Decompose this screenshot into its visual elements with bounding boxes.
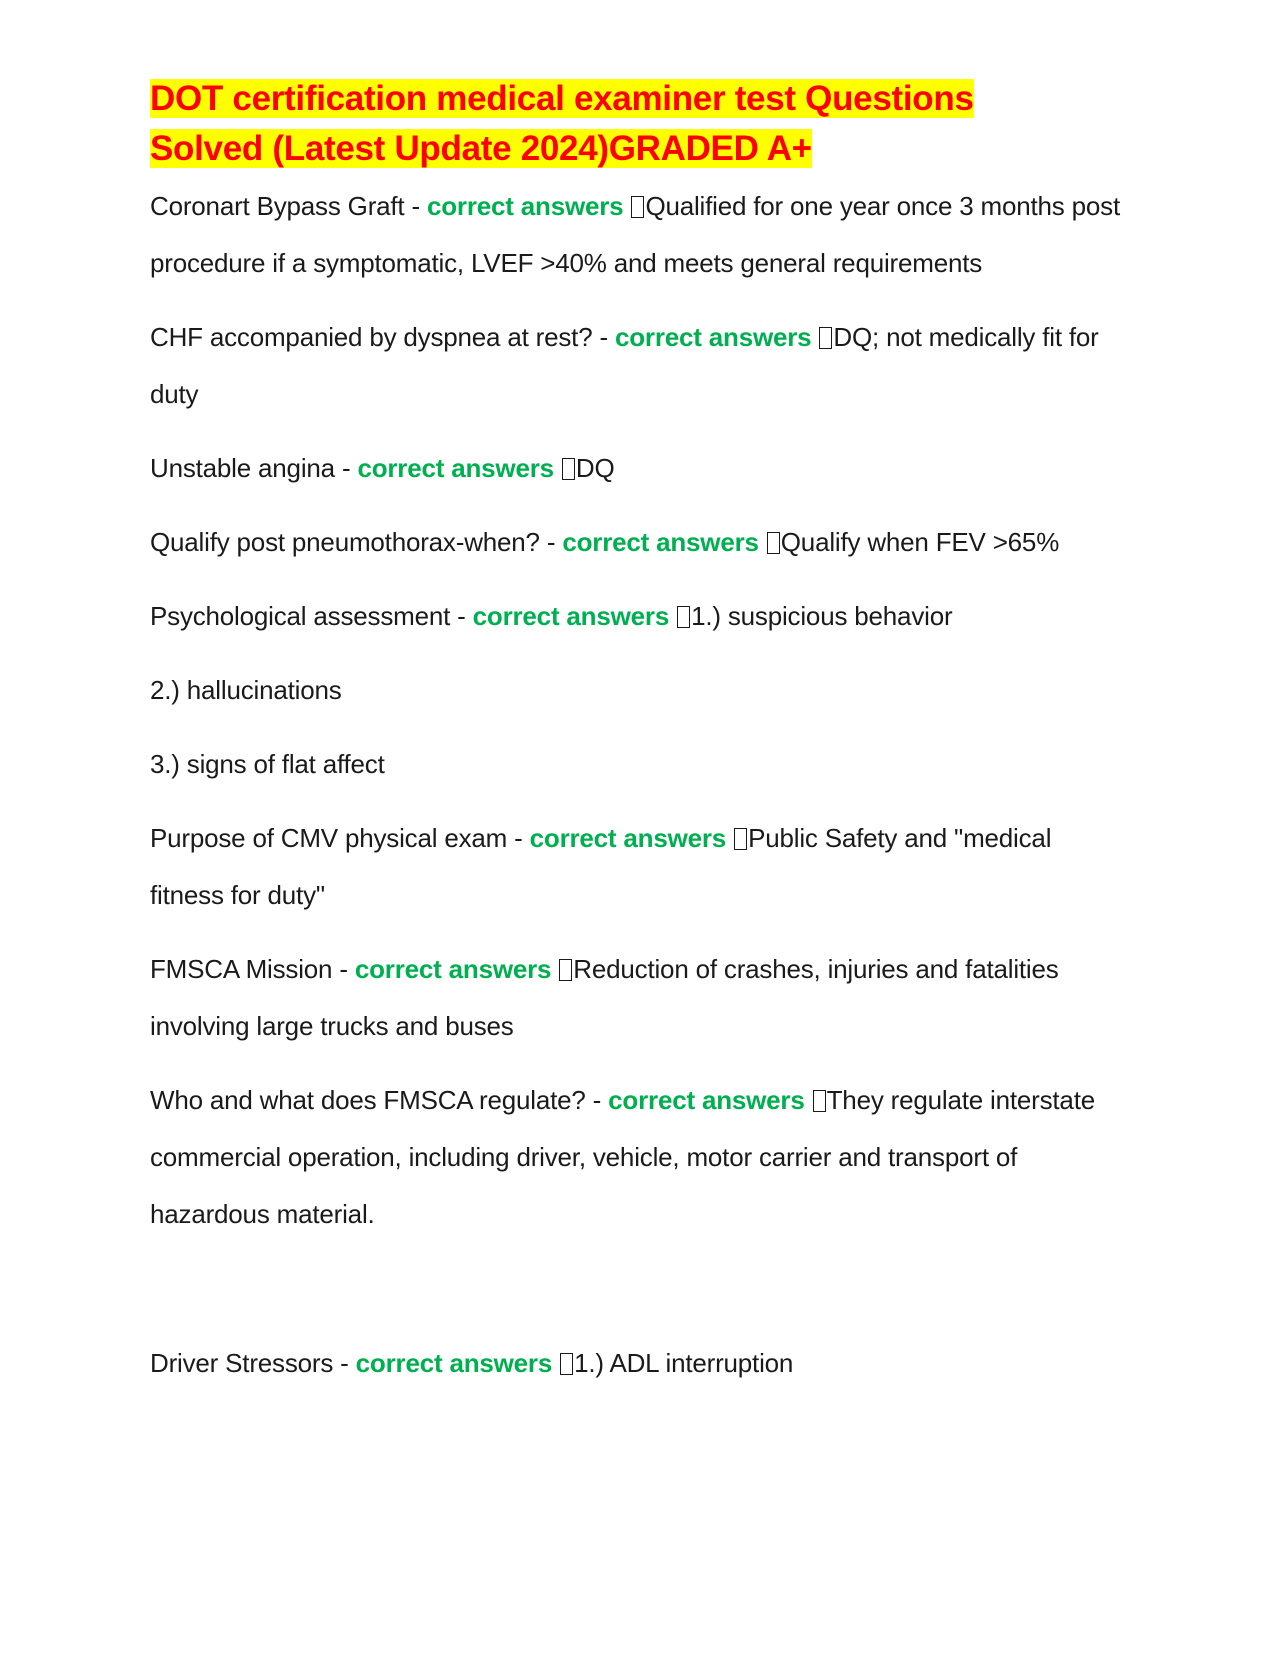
answer-text: DQ <box>575 453 615 483</box>
question-text: Driver Stressors <box>150 1348 334 1378</box>
correct-answers-label: correct answers <box>608 1085 805 1115</box>
correct-answers-label: correct answers <box>357 453 554 483</box>
answer-continuation-2 <box>150 662 1130 719</box>
question-text: Qualify post pneumothorax-when? <box>150 527 540 557</box>
document-title <box>150 74 1130 174</box>
missing-glyph-box-icon <box>631 196 644 218</box>
answer-text: Qualify when FEV >65% <box>780 527 1060 557</box>
correct-answers-label: correct answers <box>355 1348 553 1378</box>
document-page <box>150 74 1130 1409</box>
qa-item-5: Psychological assessment - correct answers 1.) suspicious behavior <box>150 601 953 631</box>
qa-item-1: Coronart Bypass Graft - correct answers Qualified for one year once 3 months post procedure if a symptomatic, LVEF >40% and meets general requirements <box>150 191 1120 278</box>
missing-glyph-box-icon <box>562 458 575 480</box>
answer-text: 2.) hallucinations <box>150 675 342 705</box>
qa-item-7: FMSCA Mission - correct answers Reduction of crashes, injuries and fatalities involving large trucks and buses <box>150 954 1059 1041</box>
missing-glyph-box-icon <box>813 1090 826 1112</box>
qa-item-4: Qualify post pneumothorax-when? - correct answers Qualify when FEV >65% <box>150 527 1060 557</box>
question-text: Purpose of CMV physical exam <box>150 823 508 853</box>
missing-glyph-box-icon <box>819 327 832 349</box>
correct-answers-label: correct answers <box>614 322 812 352</box>
missing-glyph-box-icon <box>767 532 780 554</box>
correct-answers-label: correct answers <box>562 527 759 557</box>
question-text: Coronart Bypass Graft <box>150 191 405 221</box>
answer-text: 3.) signs of flat affect <box>150 749 385 779</box>
correct-answers-label: correct answers <box>354 954 552 984</box>
missing-glyph-box-icon <box>677 606 690 628</box>
answer-continuation-3 <box>150 736 1130 793</box>
correct-answers-label: correct answers <box>529 823 727 853</box>
correct-answers-label: correct answers <box>426 191 624 221</box>
question-text: Psychological assessment <box>150 601 451 631</box>
answer-text: 1.) ADL interruption <box>574 1348 794 1378</box>
question-text: FMSCA Mission <box>150 954 333 984</box>
missing-glyph-box-icon <box>560 1353 573 1375</box>
question-text: CHF accompanied by dyspnea at rest? <box>150 322 593 352</box>
question-text: Who and what does FMSCA regulate? <box>150 1085 586 1115</box>
qa-item-3: Unstable angina - correct answers DQ <box>150 453 615 483</box>
qa-item-2: CHF accompanied by dyspnea at rest? - correct answers DQ; not medically fit for duty <box>150 322 1099 409</box>
answer-text: 1.) suspicious behavior <box>691 601 953 631</box>
title-line-1: DOT certification medical examiner test Questions <box>150 79 974 118</box>
answer-text: Reduction of crashes, injuries and fatalities involving large trucks and buses <box>150 954 1059 1041</box>
missing-glyph-box-icon <box>559 959 572 981</box>
answer-text: Public Safety and "medical fitness for duty" <box>150 823 1052 910</box>
question-text: Unstable angina <box>150 453 335 483</box>
answer-text: They regulate interstate commercial operation, including driver, vehicle, motor carrier and transport of hazardous material. <box>150 1085 1095 1229</box>
title-line-2: Solved (Latest Update 2024)GRADED A+ <box>150 129 812 168</box>
missing-glyph-box-icon <box>734 828 747 850</box>
qa-item-6: Purpose of CMV physical exam - correct answers Public Safety and "medical fitness for duty" <box>150 823 1052 910</box>
correct-answers-label: correct answers <box>472 601 670 631</box>
qa-item-8: Who and what does FMSCA regulate? - correct answers They regulate interstate commercial operation, including driver, vehicle, motor carrier and transport of hazardous material. <box>150 1085 1095 1229</box>
qa-item-9: Driver Stressors - correct answers 1.) ADL interruption <box>150 1348 794 1378</box>
answer-text: Qualified for one year once 3 months post procedure if a symptomatic, LVEF >40% and meets general requirements <box>150 191 1120 278</box>
answer-text: DQ; not medically fit for duty <box>150 322 1099 409</box>
